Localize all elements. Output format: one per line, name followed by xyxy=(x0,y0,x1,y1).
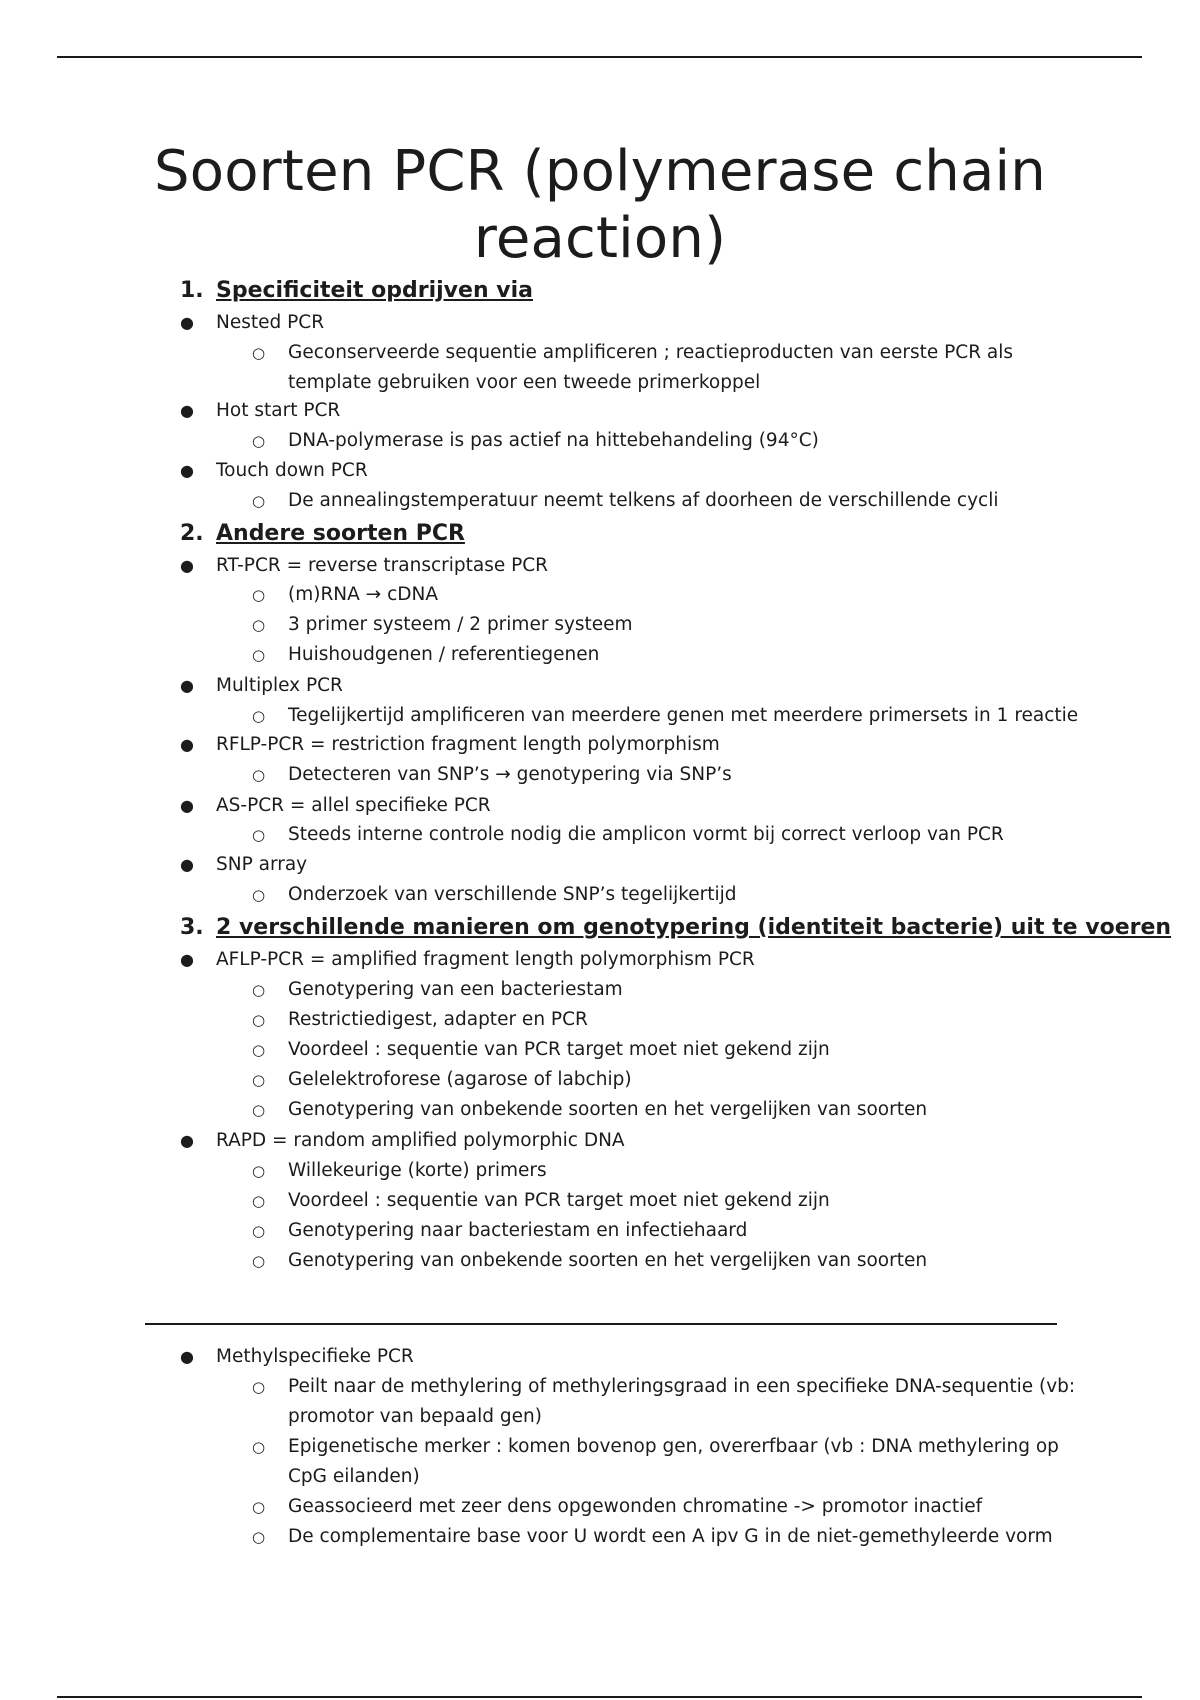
circle-bullet-icon: ○ xyxy=(252,1222,266,1240)
sub-item: ○ Peilt naar de methylering of methyleringsgraad in een specifieke DNA-sequentie (vb: xyxy=(252,1373,1075,1401)
circle-bullet-icon: ○ xyxy=(252,492,266,510)
sub-item: ○ Genotypering van onbekende soorten en het vergelijken van soorten xyxy=(252,1247,927,1275)
list-item: ● RFLP-PCR = restriction fragment length polymorphism xyxy=(180,731,720,759)
circle-bullet-icon: ○ xyxy=(252,707,266,725)
circle-bullet-icon: ○ xyxy=(252,886,266,904)
circle-bullet-icon: ○ xyxy=(252,1252,266,1270)
list-item: ● Nested PCR xyxy=(180,309,324,337)
sub-item: ○ Genotypering van een bacteriestam xyxy=(252,976,623,1004)
sub-item: ○ Genotypering naar bacteriestam en infectiehaard xyxy=(252,1217,747,1245)
list-item: ● AFLP-PCR = amplified fragment length polymorphism PCR xyxy=(180,946,755,974)
bullet-icon: ● xyxy=(180,556,194,575)
sub-item: ○ De complementaire base voor U wordt een A ipv G in de niet-gemethyleerde vorm xyxy=(252,1523,1053,1551)
circle-bullet-icon: ○ xyxy=(252,1071,266,1089)
circle-bullet-icon: ○ xyxy=(252,1162,266,1180)
list-item: ● AS-PCR = allel specifieke PCR xyxy=(180,792,491,820)
sub-item: ○ Restrictiedigest, adapter en PCR xyxy=(252,1006,588,1034)
bullet-icon: ● xyxy=(180,461,194,480)
circle-bullet-icon: ○ xyxy=(252,432,266,450)
list-item: ● Hot start PCR xyxy=(180,397,340,425)
circle-bullet-icon: ○ xyxy=(252,1101,266,1119)
sub-item: ○ Detecteren van SNP’s → genotypering via SNP’s xyxy=(252,761,732,789)
bottom-rule xyxy=(57,1696,1142,1698)
circle-bullet-icon: ○ xyxy=(252,1438,266,1456)
circle-bullet-icon: ○ xyxy=(252,1011,266,1029)
sub-item-continuation: CpG eilanden) xyxy=(288,1466,420,1487)
list-item: ● RT-PCR = reverse transcriptase PCR xyxy=(180,552,548,580)
section-divider xyxy=(145,1323,1057,1325)
bullet-icon: ● xyxy=(180,313,194,332)
bullet-icon: ● xyxy=(180,950,194,969)
circle-bullet-icon: ○ xyxy=(252,1041,266,1059)
sub-item-continuation: promotor van bepaald gen) xyxy=(288,1406,542,1427)
section-heading: 2. Andere soorten PCR xyxy=(180,521,465,546)
sub-item: ○ Voordeel : sequentie van PCR target moet niet gekend zijn xyxy=(252,1187,830,1215)
list-item: ● SNP array xyxy=(180,851,307,879)
circle-bullet-icon: ○ xyxy=(252,344,266,362)
list-item: ● Methylspecifieke PCR xyxy=(180,1343,414,1371)
circle-bullet-icon: ○ xyxy=(252,1498,266,1516)
sub-item: ○ DNA-polymerase is pas actief na hittebehandeling (94°C) xyxy=(252,427,819,455)
sub-item: ○ De annealingstemperatuur neemt telkens af doorheen de verschillende cycli xyxy=(252,487,998,515)
sub-item: ○ Geassocieerd met zeer dens opgewonden chromatine -> promotor inactief xyxy=(252,1493,982,1521)
circle-bullet-icon: ○ xyxy=(252,1378,266,1396)
sub-item: ○ Genotypering van onbekende soorten en het vergelijken van soorten xyxy=(252,1096,927,1124)
sub-item: ○ Steeds interne controle nodig die amplicon vormt bij correct verloop van PCR xyxy=(252,821,1004,849)
bullet-icon: ● xyxy=(180,676,194,695)
bullet-icon: ● xyxy=(180,796,194,815)
sub-item: ○ Onderzoek van verschillende SNP’s tegelijkertijd xyxy=(252,881,737,909)
section-heading: 1. Specificiteit opdrijven via xyxy=(180,278,533,303)
circle-bullet-icon: ○ xyxy=(252,981,266,999)
bullet-icon: ● xyxy=(180,1131,194,1150)
page-title: Soorten PCR (polymerase chain reaction) xyxy=(154,139,1046,271)
sub-item: ○ Huishoudgenen / referentiegenen xyxy=(252,641,599,669)
circle-bullet-icon: ○ xyxy=(252,1528,266,1546)
sub-item: ○ Epigenetische merker : komen bovenop gen, overerfbaar (vb : DNA methylering op xyxy=(252,1433,1059,1461)
sub-item: ○ 3 primer systeem / 2 primer systeem xyxy=(252,611,633,639)
circle-bullet-icon: ○ xyxy=(252,1192,266,1210)
section-heading: 3. 2 verschillende manieren om genotypering (identiteit bacterie) uit te voeren xyxy=(180,915,1172,940)
bullet-icon: ● xyxy=(180,401,194,420)
sub-item: ○ Gelelektroforese (agarose of labchip) xyxy=(252,1066,632,1094)
bullet-icon: ● xyxy=(180,735,194,754)
list-item: ● Touch down PCR xyxy=(180,457,368,485)
list-item: ● Multiplex PCR xyxy=(180,672,343,700)
circle-bullet-icon: ○ xyxy=(252,766,266,784)
bullet-icon: ● xyxy=(180,855,194,874)
sub-item: ○ Tegelijkertijd amplificeren van meerdere genen met meerdere primersets in 1 reactie xyxy=(252,702,1078,730)
circle-bullet-icon: ○ xyxy=(252,586,266,604)
sub-item: ○ Willekeurige (korte) primers xyxy=(252,1157,547,1185)
sub-item: ○ Geconserveerde sequentie amplificeren ; reactieproducten van eerste PCR als xyxy=(252,339,1013,367)
circle-bullet-icon: ○ xyxy=(252,616,266,634)
sub-item: ○ Voordeel : sequentie van PCR target moet niet gekend zijn xyxy=(252,1036,830,1064)
top-rule xyxy=(57,56,1142,58)
circle-bullet-icon: ○ xyxy=(252,826,266,844)
sub-item-continuation: template gebruiken voor een tweede primerkoppel xyxy=(288,372,761,393)
circle-bullet-icon: ○ xyxy=(252,646,266,664)
bullet-icon: ● xyxy=(180,1347,194,1366)
list-item: ● RAPD = random amplified polymorphic DNA xyxy=(180,1127,625,1155)
sub-item: ○ (m)RNA → cDNA xyxy=(252,581,438,609)
